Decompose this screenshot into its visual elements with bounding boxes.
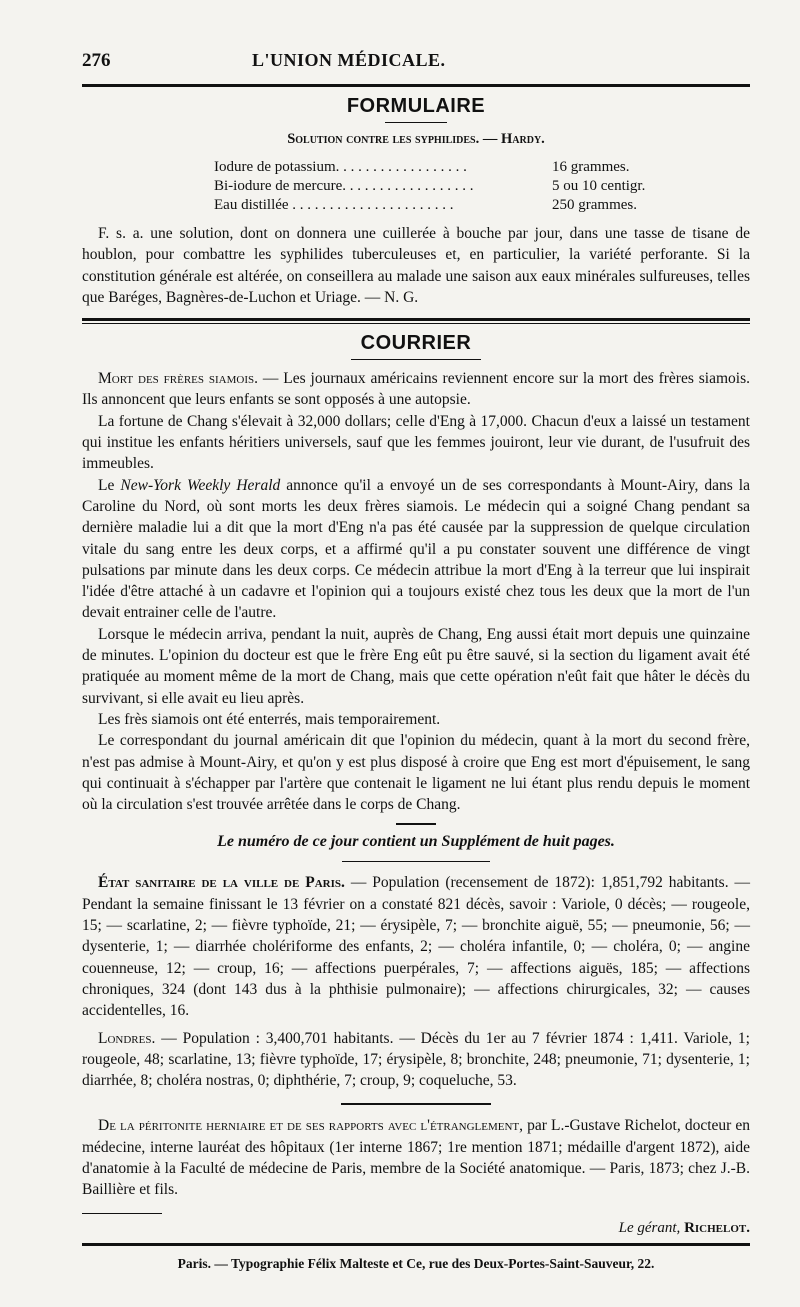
ingredient-name: Bi-iodure de mercure. . . . . . . . . . . . . . . . . .	[214, 178, 474, 194]
gerant-name: Richelot.	[684, 1219, 750, 1236]
ingredient-row	[214, 158, 684, 177]
printer-imprint: Paris. — Typographie Félix Malteste et Ce, rue des Deux-Portes-Saint-Sauveur, 22.	[177, 1255, 655, 1271]
article-lead: Mort des frères siamois.	[98, 370, 259, 388]
divider-rule	[342, 861, 490, 862]
article-paragraph: Le correspondant du journal américain dit que l'opinion du médecin, quant à la mort du second frère, n'est pas admise à Mount-Airy, et qu'on y est plus disposé à croire que Eng est mort d'épuisement, le sang qui continuait à s'échapper par l'artère que contenait le ligament ne lui étant plus rendu depuis le moment où la circulation s'est trouvée arrêtée dans le corps de Chang.	[82, 732, 750, 814]
ingredient-list	[214, 158, 684, 215]
book-title: De la péritonite herniaire et de ses rapports avec l'étranglement,	[98, 1117, 524, 1135]
etat-lead: État sanitaire de la ville de Paris.	[98, 874, 345, 892]
divider-rule	[341, 1103, 491, 1105]
formulaire-section	[82, 95, 750, 308]
recipe-title: Solution contre les syphilides. — Hardy.	[287, 131, 545, 147]
formulaire-heading: FORMULAIRE	[346, 95, 486, 117]
courrier-section	[82, 332, 750, 815]
article-paragraph: Mort des frères siamois. — Les journaux américains reviennent encore sur la mort des frères siamois. Ils annoncent que leurs enfants se sont opposés à une autopsie.	[82, 370, 751, 409]
recipe-instructions: F. s. a. une solution, dont on donnera une cuillerée à bouche par jour, dans une tasse de tisane de houblon, pour combattre les syphilides tuberculeuses et, en particulier, la variété perforante. Si la constitution générale est altérée, on conseillera au malade une saison aux eaux minérales sulfureuses, telles que Baréges, Bagnères-de-Luchon et Uriage. — N. G.	[82, 225, 750, 306]
ingredient-qty: 16 grammes.	[552, 159, 630, 175]
etat-sanitaire-paris: État sanitaire de la ville de Paris. — Population (recensement de 1872): 1,851,792 habitants. — Pendant la semaine finissant le 13 février on a constaté 821 décès, savoir : Variole, 0 décès; — rougeole, 15; — scarlatine, 2; — fièvre typhoïde, 21; — érysipèle, 7; — bronchite aiguë, 55; — pneumonie, 56; — dysenterie, 1; — diarrhée cholériforme des enfants, 2; — choléra infantile, 0; — choléra, 0; — angine couenneuse, 12; — croup, 16; — affections puerpérales, 7; — affections aiguës, 185; — affections chroniques, 324 (dont 143 dus à la phthisie pulmonaire); — affections chirurgicales, 32; — causes accidentelles, 16.	[82, 874, 751, 1020]
page-header	[82, 50, 750, 80]
article-paragraph: Lorsque le médecin arriva, pendant la nuit, auprès de Chang, Eng aussi était mort depuis une quinzaine de minutes. L'opinion du docteur est que le frère Eng eût pu être sauvé, si la section du ligament avait été pratiquée au moment même de la mort de Chang, mais que cette opération n'eût fait que hâter le décès du survivant, si elle avait eu lieu après.	[82, 625, 750, 707]
ingredient-qty: 5 ou 10 centigr.	[552, 178, 646, 194]
article-paragraph: La fortune de Chang s'élevait à 32,000 dollars; celle d'Eng à 17,000. Chacun d'eux a laissé un testament qui institue les enfants héritiers universels, sauf que les femmes jouiront, leur vie durant, de l'usufruit des immeubles.	[82, 412, 750, 473]
heading-rule	[385, 122, 447, 123]
londres-lead: Londres.	[98, 1029, 156, 1047]
section-divider	[82, 318, 750, 324]
londres-stats: Londres. — Population : 3,400,701 habitants. — Décès du 1er au 7 février 1874 : 1,411. Variole, 1; rougeole, 48; scarlatine, 13; fièvre typhoïde, 17; érysipèle, 8; bronchite, 248; pneumonie, 71; dysenterie, 1; diarrhée, 8; choléra nostras, 0; diphthérie, 7; croup, 9; coqueluche, 53.	[82, 1029, 750, 1090]
supplement-notice: Le numéro de ce jour contient un Supplément de huit pages.	[217, 833, 615, 851]
bibliography-entry: De la péritonite herniaire et de ses rapports avec l'étranglement, par L.-Gustave Richelot, docteur en médecine, interne lauréat des hôpitaux (1er interne 1867; 1re mention 1871; médaille d'argent 1872), aide d'anatomie à la Faculté de médecine de Paris, membre de la Société anatomique. — Paris, 1873; chez J.-B. Baillière et fils.	[82, 1117, 750, 1199]
ingredient-name: Eau distillée . . . . . . . . . . . . . . . . . . . . . .	[214, 197, 454, 213]
ingredient-row	[214, 196, 684, 215]
running-title: L'UNION MÉDICALE.	[252, 50, 446, 70]
ingredient-row	[214, 177, 684, 196]
article-paragraph: Le New-York Weekly Herald annonce qu'il a envoyé un de ses correspondants à Mount-Airy, dans la Caroline du Nord, où sont morts les deux frères siamois. Le médecin qui a soigné Chang pendant sa dernière maladie lui a dit que la mort d'Eng n'a pas été causée par la suppression de quelque circulation vitale du sang entre les deux corps, et a affirmé qu'il a pu constater souvent une différence de vingt pulsations par minute dans les deux corps. Ce médecin attribue la mort d'Eng à la terreur que lui inspirait l'idée d'être attaché à un cadavre et l'opinion qui a toujours existé chez tous les deux que la mort de l'un devait entrainer celle de l'autre.	[82, 476, 750, 622]
ingredient-qty: 250 grammes.	[552, 197, 637, 213]
gerant-signature: Le gérant, Richelot.	[618, 1219, 750, 1236]
divider-rule	[396, 823, 436, 825]
journal-name: New-York Weekly Herald	[120, 476, 281, 494]
footer-rule	[82, 1243, 750, 1246]
ingredient-name: Iodure de potassium. . . . . . . . . . . . . . . . . .	[214, 159, 467, 175]
footer-rule	[82, 1213, 162, 1214]
heading-rule	[351, 359, 481, 360]
page-number: 276	[82, 50, 111, 71]
article-paragraph: Les frès siamois ont été enterrés, mais temporairement.	[98, 710, 441, 728]
courrier-heading: COURRIER	[360, 332, 472, 355]
header-rule	[82, 84, 750, 87]
